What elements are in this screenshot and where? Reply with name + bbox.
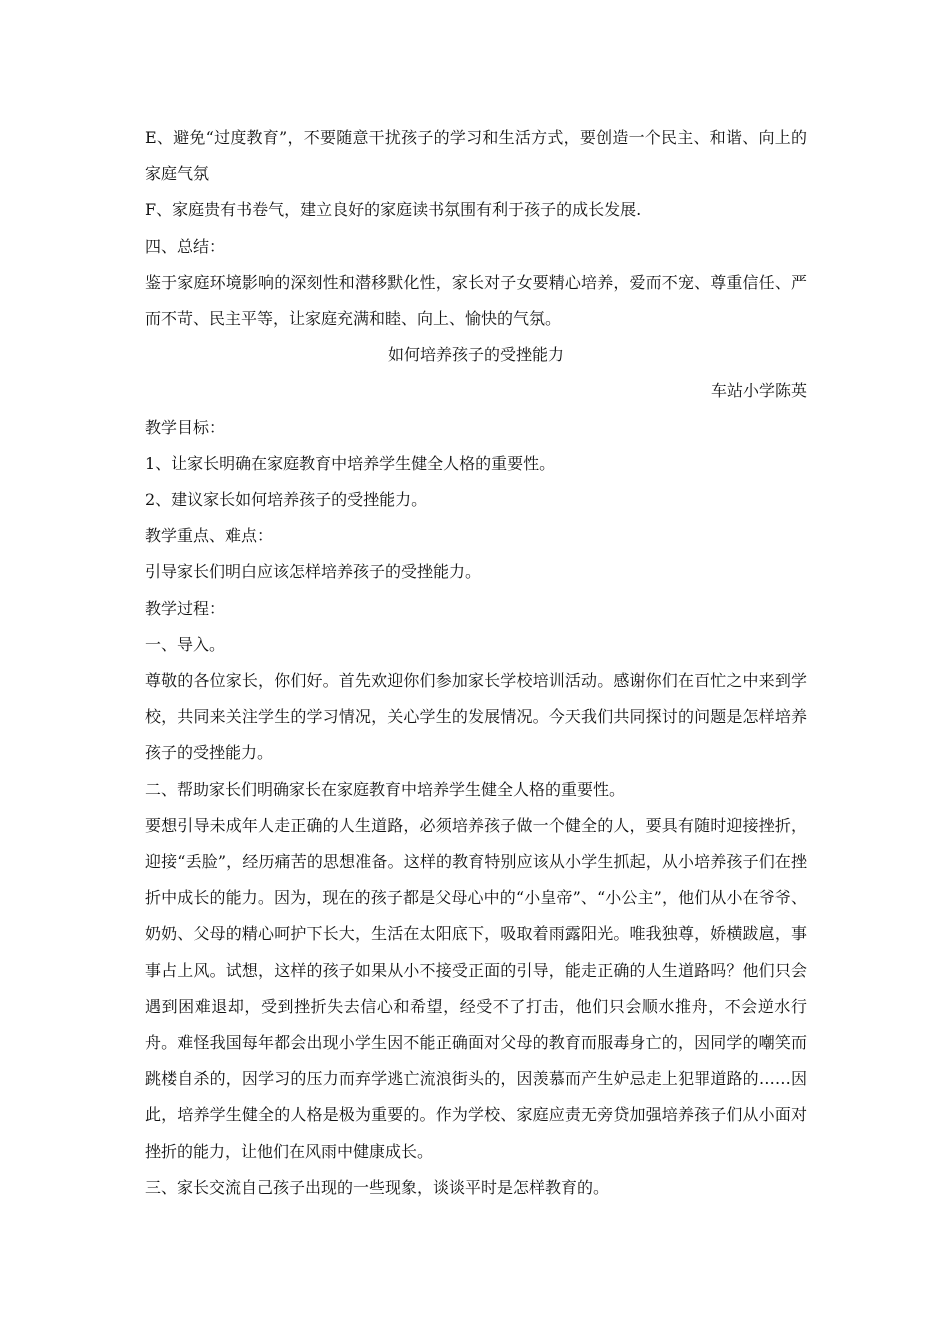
heading-teaching-goals: 教学目标： (145, 417, 226, 437)
heading-teaching-process: 教学过程： (145, 598, 226, 618)
section-heading-summary: 四、总结： (145, 236, 226, 256)
goal-item-2: 2、建议家长如何培养孩子的受挫能力。 (145, 490, 428, 510)
paragraph-avoid-over-education: E、避免“过度教育”，不要随意干扰孩子的学习和生活方式，要创造一个民主、和谐、向上的家庭气氛 (145, 128, 807, 184)
paragraph-key-points: 引导家长们明白应该怎样培养孩子的受挫能力。 (145, 562, 482, 582)
heading-key-points: 教学重点、难点： (145, 526, 274, 546)
document-author: 车站小学陈英 (710, 381, 807, 401)
document-title: 如何培养孩子的受挫能力 (387, 345, 564, 365)
goal-item-1: 1、让家长明确在家庭教育中培养学生健全人格的重要性。 (145, 453, 556, 473)
section-heading-parent-exchange: 三、家长交流自己孩子出现的一些现象，谈谈平时是怎样教育的。 (145, 1177, 610, 1197)
document-page (145, 120, 807, 1206)
paragraph-importance: 要想引导未成年人走正确的人生道路，必须培养孩子做一个健全的人，要具有随时迎接挫折，迎接“丢脸”，经历痛苦的思想准备。这样的教育特别应该从小学生抓起，从小培养孩子们在挫折中成长的能力。因为，现在的孩子都是父母心中的“小皇帝”、“小公主”，他们从小在爷爷、奶奶、父母的精心呵护下长大，生活在太阳底下，吸取着雨露阳光。唯我独尊，娇横跋扈，事事占上风。试想，这样的孩子如果从小不接受正面的引导，能走正确的人生道路吗？他们只会遇到困难退却，受到挫折失去信心和希望，经受不了打击，他们只会顺水推舟，不会逆水行舟。难怪我国每年都会出现小学生因不能正确面对父母的教育而服毒身亡的，因同学的嘲笑而跳楼自杀的，因学习的压力而弃学逃亡流浪街头的，因羡慕而产生妒忌走上犯罪道路的……因此，培养学生健全的人格是极为重要的。作为学校、家庭应责无旁贷加强培养孩子们从小面对挫折的能力，让他们在风雨中健康成长。 (145, 815, 807, 1161)
section-heading-intro: 一、导入。 (145, 634, 226, 654)
section-heading-importance: 二、帮助家长们明确家长在家庭教育中培养学生健全人格的重要性。 (145, 779, 626, 799)
paragraph-reading-atmosphere: F、家庭贵有书卷气，建立良好的家庭读书氛围有利于孩子的成长发展. (145, 200, 642, 220)
paragraph-summary: 鉴于家庭环境影响的深刻性和潜移默化性，家长对子女要精心培养，爱而不宠、尊重信任、严而不苛、民主平等，让家庭充满和睦、向上、愉快的气氛。 (145, 272, 807, 329)
paragraph-intro: 尊敬的各位家长，你们好。首先欢迎你们参加家长学校培训活动。感谢你们在百忙之中来到学校，共同来关注学生的学习情况，关心学生的发展情况。今天我们共同探讨的问题是怎样培养孩子的受挫能力。 (145, 671, 807, 763)
